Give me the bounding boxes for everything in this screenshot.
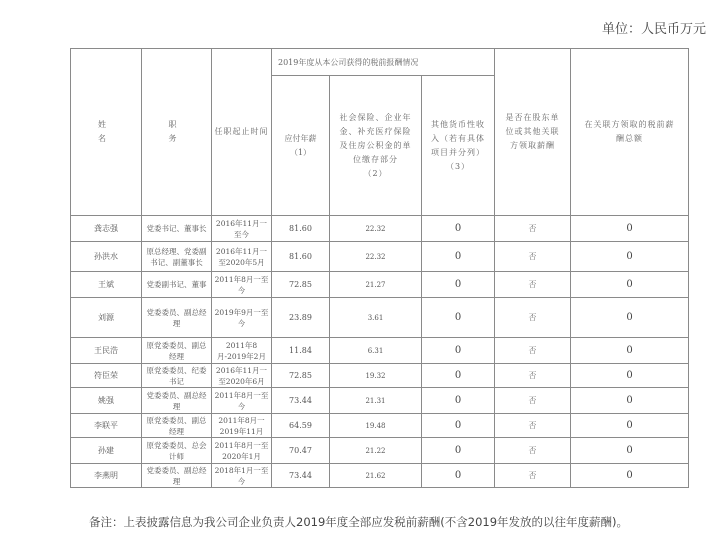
cell-other: 0 xyxy=(422,338,495,364)
cell-annual-pay: 11.84 xyxy=(272,338,330,364)
cell-related-total: 0 xyxy=(571,364,689,388)
cell-name: 孙建 xyxy=(71,438,142,464)
cell-position: 原党委委员、副总经理 xyxy=(142,414,212,438)
cell-related-total: 0 xyxy=(571,216,689,242)
header-name: 姓 名 xyxy=(71,49,142,216)
header-social-insurance: 社会保险、企业年金、补充医疗保险及住房公积金的单位缴存部分 （2） xyxy=(330,76,422,216)
cell-social: 6.31 xyxy=(330,338,422,364)
cell-other: 0 xyxy=(422,414,495,438)
cell-tenure: 2019年9月一至今 xyxy=(212,298,272,338)
cell-name: 符臣荣 xyxy=(71,364,142,388)
table-row xyxy=(71,216,689,242)
cell-position: 原党委委员、总会计师 xyxy=(142,438,212,464)
table-row xyxy=(71,338,689,364)
cell-other: 0 xyxy=(422,438,495,464)
cell-social: 22.32 xyxy=(330,242,422,272)
cell-other: 0 xyxy=(422,216,495,242)
cell-annual-pay: 72.85 xyxy=(272,272,330,298)
cell-social: 21.31 xyxy=(330,388,422,414)
table-row xyxy=(71,272,689,298)
cell-related-total: 0 xyxy=(571,388,689,414)
cell-other: 0 xyxy=(422,464,495,488)
cell-tenure: 2018年1月一至今 xyxy=(212,464,272,488)
cell-social: 3.61 xyxy=(330,298,422,338)
cell-related-total: 0 xyxy=(571,298,689,338)
cell-other: 0 xyxy=(422,388,495,414)
header-related-total: 在关联方领取的税前薪酬总额 xyxy=(571,49,689,216)
header-tenure: 任职起止时间 xyxy=(212,49,272,216)
cell-related: 否 xyxy=(495,464,571,488)
cell-annual-pay: 73.44 xyxy=(272,464,330,488)
cell-other: 0 xyxy=(422,364,495,388)
cell-name: 李联平 xyxy=(71,414,142,438)
cell-annual-pay: 70.47 xyxy=(272,438,330,464)
header-related-party: 是否在股东单位或其他关联方领取薪酬 xyxy=(495,49,571,216)
cell-related-total: 0 xyxy=(571,438,689,464)
cell-related-total: 0 xyxy=(571,242,689,272)
cell-name: 李燕明 xyxy=(71,464,142,488)
cell-social: 21.62 xyxy=(330,464,422,488)
cell-social: 21.22 xyxy=(330,438,422,464)
header-other-income: 其他货币性收入（若有具体项目并分列） （3） xyxy=(422,76,495,216)
cell-social: 19.48 xyxy=(330,414,422,438)
cell-annual-pay: 81.60 xyxy=(272,242,330,272)
cell-social: 22.32 xyxy=(330,216,422,242)
cell-tenure: 2011年8月一2019年11月 xyxy=(212,414,272,438)
footnote: 备注：上表披露信息为我公司企业负责人2019年度全部应发税前薪酬(不含2019年发放的以往年度薪酬)。 xyxy=(89,515,629,529)
cell-other: 0 xyxy=(422,298,495,338)
unit-label: 单位：人民币万元 xyxy=(601,22,706,37)
cell-position: 党委书记、董事长 xyxy=(142,216,212,242)
cell-name: 王斌 xyxy=(71,272,142,298)
cell-other: 0 xyxy=(422,242,495,272)
cell-annual-pay: 64.59 xyxy=(272,414,330,438)
cell-position: 原党委委员、纪委书记 xyxy=(142,364,212,388)
cell-related: 否 xyxy=(495,242,571,272)
table-row xyxy=(71,242,689,272)
cell-related-total: 0 xyxy=(571,414,689,438)
table-row xyxy=(71,298,689,338)
cell-related: 否 xyxy=(495,364,571,388)
cell-related-total: 0 xyxy=(571,464,689,488)
header-annual-pay: 应付年薪 （1） xyxy=(272,76,330,216)
cell-tenure: 2016年11月一至2020年5月 xyxy=(212,242,272,272)
cell-related: 否 xyxy=(495,298,571,338)
cell-name: 孙洪水 xyxy=(71,242,142,272)
cell-social: 19.32 xyxy=(330,364,422,388)
header-group-title: 2019年度从本公司获得的税前报酬情况 xyxy=(272,49,495,76)
cell-tenure: 2016年11月一至今 xyxy=(212,216,272,242)
cell-tenure: 2011年8月-2019年2月 xyxy=(212,338,272,364)
cell-position: 原党委委员、副总经理 xyxy=(142,338,212,364)
cell-other: 0 xyxy=(422,272,495,298)
table-row xyxy=(71,438,689,464)
cell-tenure: 2011年8月一至今 xyxy=(212,272,272,298)
cell-name: 龚志强 xyxy=(71,216,142,242)
cell-position: 党委委员、副总经理 xyxy=(142,388,212,414)
cell-related: 否 xyxy=(495,438,571,464)
cell-related: 否 xyxy=(495,272,571,298)
table-row xyxy=(71,364,689,388)
cell-tenure: 2011年8月一至2020年1月 xyxy=(212,438,272,464)
cell-position: 党委副书记、董事 xyxy=(142,272,212,298)
cell-annual-pay: 73.44 xyxy=(272,388,330,414)
table-row xyxy=(71,388,689,414)
cell-related-total: 0 xyxy=(571,338,689,364)
table-row xyxy=(71,414,689,438)
header-position: 职 务 xyxy=(142,49,212,216)
table-row xyxy=(71,464,689,488)
cell-related: 否 xyxy=(495,216,571,242)
cell-tenure: 2016年11月一至2020年6月 xyxy=(212,364,272,388)
compensation-table-image xyxy=(70,48,688,503)
cell-name: 姚强 xyxy=(71,388,142,414)
cell-name: 刘源 xyxy=(71,298,142,338)
cell-annual-pay: 81.60 xyxy=(272,216,330,242)
cell-related-total: 0 xyxy=(571,272,689,298)
cell-position: 党委委员、副总经理 xyxy=(142,464,212,488)
cell-social: 21.27 xyxy=(330,272,422,298)
cell-name: 王民浩 xyxy=(71,338,142,364)
cell-related: 否 xyxy=(495,414,571,438)
cell-annual-pay: 72.85 xyxy=(272,364,330,388)
cell-related: 否 xyxy=(495,388,571,414)
cell-position: 党委委员、副总经理 xyxy=(142,298,212,338)
cell-annual-pay: 23.89 xyxy=(272,298,330,338)
compensation-table xyxy=(70,48,689,488)
cell-position: 原总经理、党委副书记、副董事长 xyxy=(142,242,212,272)
cell-related: 否 xyxy=(495,338,571,364)
cell-tenure: 2011年8月一至今 xyxy=(212,388,272,414)
